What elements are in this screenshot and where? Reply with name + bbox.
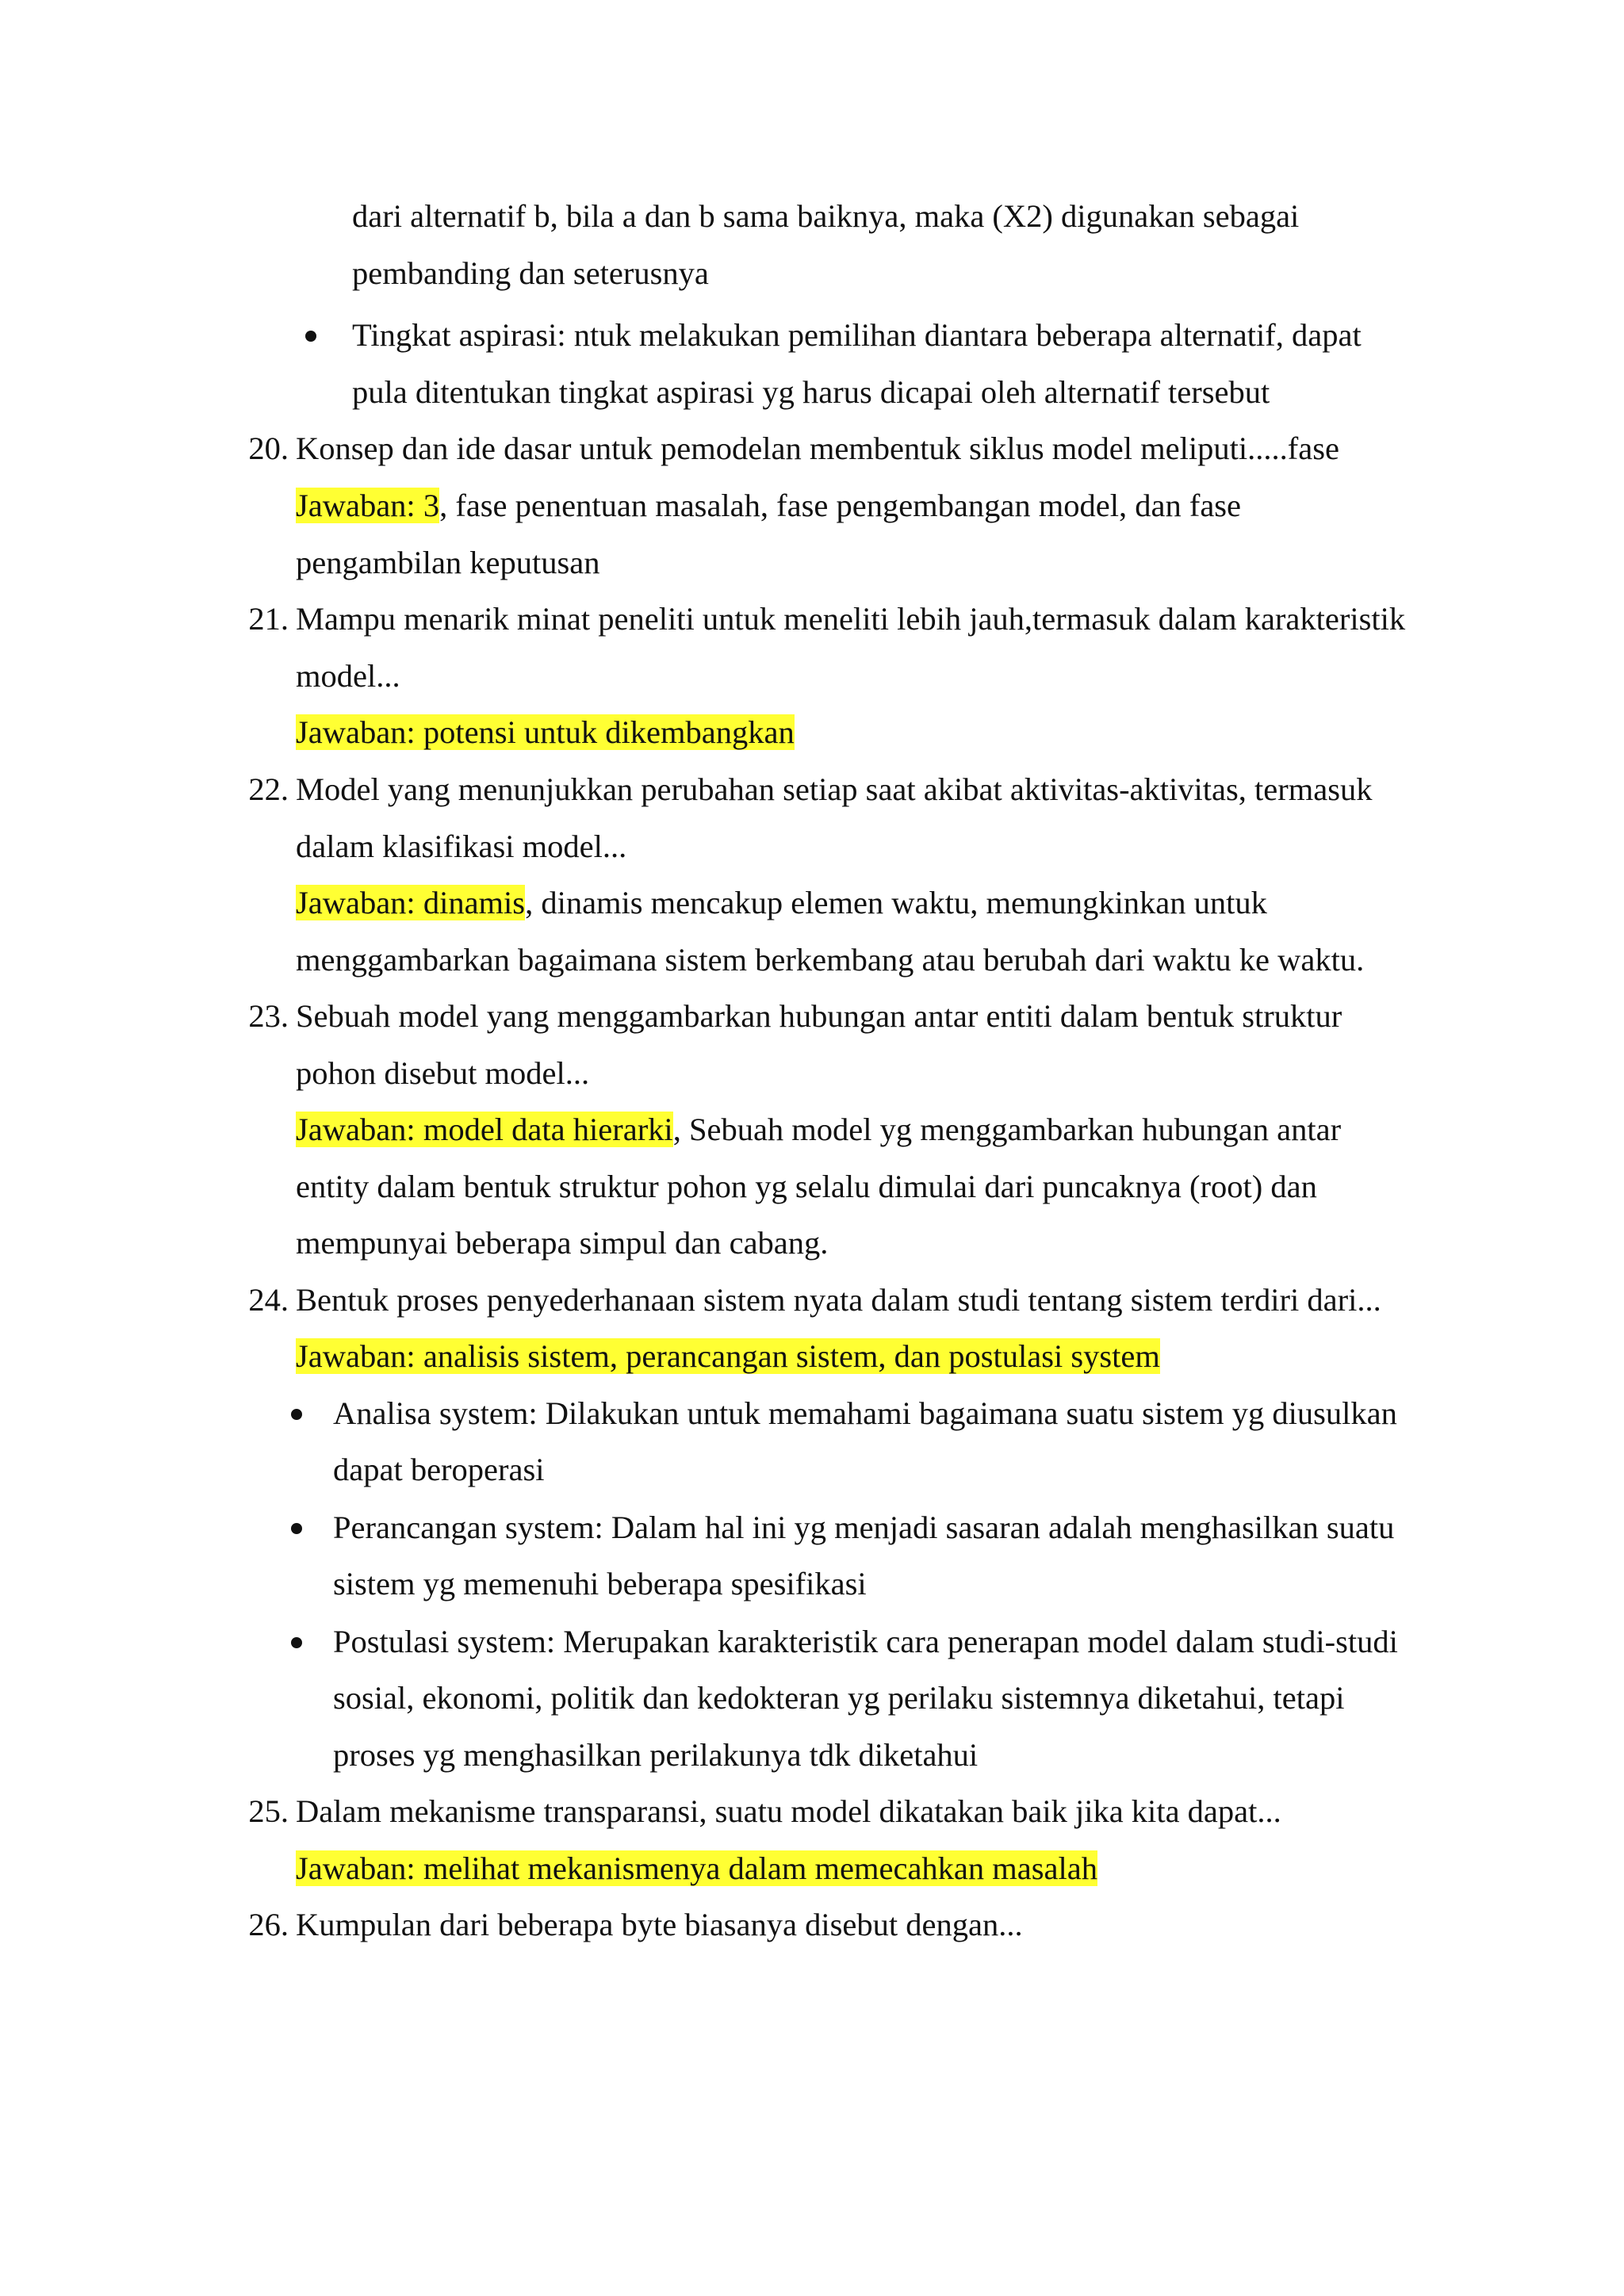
question-24-text: Bentuk proses penyederhanaan sistem nyata dalam studi tentang sistem terdiri dari... bbox=[296, 1282, 1381, 1318]
question-22-answer: Jawaban: dinamis bbox=[296, 885, 526, 920]
question-23-explanation-line-3: mempunyai beberapa simpul dan cabang. bbox=[296, 1225, 829, 1261]
bullet-icon bbox=[291, 1523, 302, 1534]
question-25-answer-line bbox=[296, 1849, 1097, 1888]
question-21-answer: Jawaban: potensi untuk dikembangkan bbox=[296, 714, 795, 750]
q24-bullet-2-line-2: sistem yg memenuhi beberapa spesifikasi bbox=[333, 1566, 867, 1601]
question-22-text-line-1: Model yang menunjukkan perubahan setiap saat akibat aktivitas-aktivitas, termasuk bbox=[296, 771, 1373, 807]
question-20-explanation: , fase penentuan masalah, fase pengembangan model, dan fase bbox=[439, 488, 1242, 523]
question-number-23: 23. bbox=[248, 998, 289, 1034]
question-23-answer: Jawaban: model data hierarki bbox=[296, 1112, 673, 1147]
aspirasi-bullet-line-2: pula ditentukan tingkat aspirasi yg harus dicapai oleh alternatif tersebut bbox=[352, 374, 1270, 410]
question-22-explanation-line-2: menggambarkan bagaimana sistem berkembang atau berubah dari waktu ke waktu. bbox=[296, 942, 1365, 978]
bullet-icon bbox=[291, 1409, 302, 1420]
question-22-explanation: , dinamis mencakup elemen waktu, memungkinkan untuk bbox=[525, 885, 1267, 920]
q24-bullet-3-line-3: proses yg menghasilkan perilakunya tdk diketahui bbox=[333, 1737, 979, 1773]
question-24-answer-line bbox=[296, 1337, 1160, 1376]
continuation-line-1: dari alternatif b, bila a dan b sama baiknya, maka (X2) digunakan sebagai bbox=[352, 198, 1300, 234]
question-23-text-line-1: Sebuah model yang menggambarkan hubungan antar entiti dalam bentuk struktur bbox=[296, 998, 1342, 1034]
question-26-text: Kumpulan dari beberapa byte biasanya disebut dengan... bbox=[296, 1907, 1023, 1942]
bullet-icon bbox=[305, 331, 316, 342]
question-23-explanation: , Sebuah model yg menggambarkan hubungan antar bbox=[672, 1112, 1342, 1147]
question-number-24: 24. bbox=[248, 1282, 289, 1318]
question-20-answer-line bbox=[296, 486, 1241, 526]
question-20-text: Konsep dan ide dasar untuk pemodelan membentuk siklus model meliputi.....fase bbox=[296, 430, 1339, 466]
q24-bullet-1-line-2: dapat beroperasi bbox=[333, 1452, 545, 1487]
q24-bullet-1-line-1: Analisa system: Dilakukan untuk memahami bagaimana suatu sistem yg diusulkan bbox=[333, 1395, 1397, 1431]
continuation-line-2: pembanding dan seterusnya bbox=[352, 255, 709, 291]
question-number-26: 26. bbox=[248, 1907, 289, 1942]
q24-bullet-3-line-2: sosial, ekonomi, politik dan kedokteran yg perilaku sistemnya diketahui, tetapi bbox=[333, 1680, 1345, 1716]
question-22-text-line-2: dalam klasifikasi model... bbox=[296, 828, 627, 864]
question-24-answer: Jawaban: analisis sistem, perancangan sistem, dan postulasi system bbox=[296, 1338, 1160, 1374]
q24-bullet-3-line-1: Postulasi system: Merupakan karakteristik cara penerapan model dalam studi-studi bbox=[333, 1624, 1398, 1659]
question-25-answer: Jawaban: melihat mekanismenya dalam memecahkan masalah bbox=[296, 1850, 1097, 1886]
question-21-answer-line bbox=[296, 713, 795, 752]
question-20-explanation-line-2: pengambilan keputusan bbox=[296, 545, 600, 580]
aspirasi-bullet-line-1: Tingkat aspirasi: ntuk melakukan pemilihan diantara beberapa alternatif, dapat bbox=[352, 317, 1362, 353]
question-number-25: 25. bbox=[248, 1793, 289, 1829]
question-23-text-line-2: pohon disebut model... bbox=[296, 1055, 590, 1091]
question-23-explanation-line-2: entity dalam bentuk struktur pohon yg selalu dimulai dari puncaknya (root) dan bbox=[296, 1169, 1317, 1204]
question-22-answer-line bbox=[296, 883, 1267, 923]
question-25-text: Dalam mekanisme transparansi, suatu model dikatakan baik jika kita dapat... bbox=[296, 1793, 1281, 1829]
question-number-22: 22. bbox=[248, 771, 289, 807]
q24-bullet-2-line-1: Perancangan system: Dalam hal ini yg menjadi sasaran adalah menghasilkan suatu bbox=[333, 1510, 1395, 1545]
question-number-20: 20. bbox=[248, 430, 289, 466]
bullet-icon bbox=[291, 1637, 302, 1648]
question-21-text-line-2: model... bbox=[296, 658, 400, 694]
question-20-answer: Jawaban: 3 bbox=[296, 488, 440, 523]
question-21-text-line-1: Mampu menarik minat peneliti untuk meneliti lebih jauh,termasuk dalam karakteristik bbox=[296, 601, 1406, 637]
question-number-21: 21. bbox=[248, 601, 289, 637]
question-23-answer-line bbox=[296, 1110, 1341, 1150]
